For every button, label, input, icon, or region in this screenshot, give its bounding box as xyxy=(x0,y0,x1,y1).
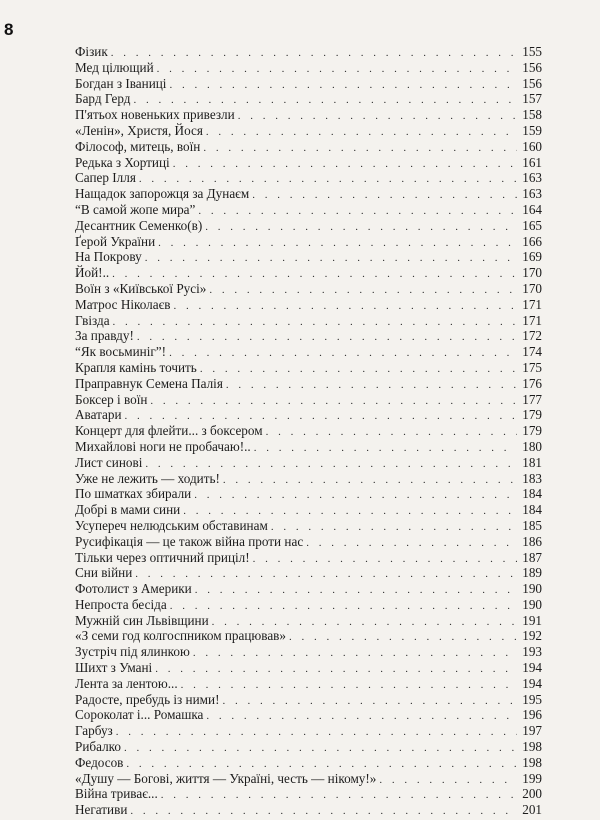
toc-entry-page: 200 xyxy=(522,786,542,802)
toc-dot-leader xyxy=(226,378,517,394)
toc-entry-page: 196 xyxy=(522,707,542,723)
toc-entry xyxy=(75,471,542,487)
toc-dot-leader xyxy=(252,188,517,204)
toc-entry-page: 161 xyxy=(522,154,542,170)
toc-entry xyxy=(75,518,542,534)
toc-entry-title: Праправнук Семена Палія xyxy=(75,375,223,391)
toc-entry-page: 181 xyxy=(522,454,542,470)
toc-entry-title: Сни війни xyxy=(75,565,133,581)
toc-entry-title: Бард Герд xyxy=(75,91,131,107)
toc-entry-page: 177 xyxy=(522,391,542,407)
toc-entry-title: Усупереч нелюдським обставинам xyxy=(75,517,268,533)
toc-entry-page: 190 xyxy=(522,581,542,597)
toc-entry-title: Михайлові ноги не пробачаю!.. xyxy=(75,438,251,454)
toc-entry-title: Філософ, митець, воїн xyxy=(75,138,201,154)
toc-entry xyxy=(75,281,542,297)
toc-entry-page: 172 xyxy=(522,328,542,344)
toc-entry xyxy=(75,392,542,408)
toc-entry-title: «Душу — Богові, життя — Україні, честь — нікому!» xyxy=(75,770,377,786)
toc-dot-leader xyxy=(150,394,517,410)
toc-entry-title: Йой!.. xyxy=(75,265,110,281)
toc-entry xyxy=(75,202,542,218)
toc-entry-page: 198 xyxy=(522,754,542,770)
toc-dot-leader xyxy=(174,299,518,315)
toc-entry-page: 170 xyxy=(522,280,542,296)
toc-entry-title: “Як восьминіг”! xyxy=(75,344,167,360)
toc-entry xyxy=(75,439,542,455)
toc-dot-leader xyxy=(124,741,517,757)
toc-entry-title: Гвізда xyxy=(75,312,110,328)
toc-entry-title: Тільки через оптичний приціл! xyxy=(75,549,250,565)
toc-entry-page: 191 xyxy=(522,612,542,628)
toc-entry-page: 198 xyxy=(522,739,542,755)
toc-entry xyxy=(75,802,542,818)
toc-entry-title: Боксер і воїн xyxy=(75,391,148,407)
toc-dot-leader xyxy=(271,520,517,536)
toc-entry-title: Лента за лентою... xyxy=(75,675,178,691)
toc-entry xyxy=(75,676,542,692)
toc-entry xyxy=(75,265,542,281)
toc-entry-page: 176 xyxy=(522,375,542,391)
toc-entry xyxy=(75,407,542,423)
toc-entry-page: 187 xyxy=(522,549,542,565)
toc-dot-leader xyxy=(161,788,517,804)
toc-entry-page: 164 xyxy=(522,201,542,217)
toc-dot-leader xyxy=(173,157,517,173)
toc-entry-page: 199 xyxy=(522,770,542,786)
toc-entry-title: Гарбуз xyxy=(75,723,113,739)
toc-entry-page: 194 xyxy=(522,660,542,676)
toc-entry-title: Непроста бесіда xyxy=(75,596,167,612)
toc-entry-page: 163 xyxy=(522,170,542,186)
toc-entry-page: 194 xyxy=(522,675,542,691)
toc-entry xyxy=(75,360,542,376)
toc-entry xyxy=(75,486,542,502)
toc-entry-page: 197 xyxy=(522,723,542,739)
toc-entry-page: 190 xyxy=(522,596,542,612)
toc-dot-leader xyxy=(206,125,517,141)
toc-entry-page: 180 xyxy=(522,438,542,454)
toc-entry-title: Уже не лежить — ходить! xyxy=(75,470,220,486)
toc-entry-page: 159 xyxy=(522,122,542,138)
toc-dot-leader xyxy=(254,441,517,457)
toc-entry-title: “В самой жопе мира” xyxy=(75,201,196,217)
toc-entry-title: Добрі в мами сини xyxy=(75,502,181,518)
toc-entry xyxy=(75,755,542,771)
toc-entry xyxy=(75,534,542,550)
toc-entry-page: 155 xyxy=(522,44,542,59)
toc-entry xyxy=(75,170,542,186)
toc-entry-page: 160 xyxy=(522,138,542,154)
toc-entry-page: 163 xyxy=(522,186,542,202)
toc-entry-title: Зустріч під ялинкою xyxy=(75,644,190,660)
toc-entry xyxy=(75,502,542,518)
toc-dot-leader xyxy=(145,251,517,267)
toc-entry-page: 171 xyxy=(522,312,542,328)
toc-entry-title: Рибалко xyxy=(75,739,121,755)
toc-entry-title: «З семи год колгоспником працював» xyxy=(75,628,286,644)
toc-entry xyxy=(75,423,542,439)
toc-entry xyxy=(75,707,542,723)
toc-entry xyxy=(75,565,542,581)
toc-entry-title: Ґерой України xyxy=(75,233,156,249)
toc-entry xyxy=(75,455,542,471)
toc-dot-leader xyxy=(203,141,517,157)
toc-dot-leader xyxy=(200,362,517,378)
toc-entry-page: 171 xyxy=(522,296,542,312)
toc-dot-leader xyxy=(158,236,517,252)
toc-entry xyxy=(75,76,542,92)
toc-entry-page: 195 xyxy=(522,691,542,707)
toc-dot-leader xyxy=(198,204,517,220)
toc-dot-leader xyxy=(135,567,517,583)
toc-entry-title: «Ленін», Христя, Йося xyxy=(75,122,203,138)
toc-entry xyxy=(75,313,542,329)
toc-entry xyxy=(75,660,542,676)
toc-entry xyxy=(75,739,542,755)
toc-entry-page: 192 xyxy=(522,628,542,644)
toc-entry-title: Крапля камінь точить xyxy=(75,359,197,375)
toc-entry-title: П'ятьох новеньких привезли xyxy=(75,107,235,123)
toc-entry-title: Війна триває... xyxy=(75,786,158,802)
toc-dot-leader xyxy=(209,283,517,299)
toc-entry-page: 165 xyxy=(522,217,542,233)
table-of-contents xyxy=(75,44,542,818)
toc-entry-title: По шматках збирали xyxy=(75,486,192,502)
toc-entry xyxy=(75,297,542,313)
toc-entry xyxy=(75,155,542,171)
toc-entry xyxy=(75,550,542,566)
toc-entry-page: 183 xyxy=(522,470,542,486)
toc-entry-title: Негативи xyxy=(75,802,128,818)
toc-entry-title: Воїн з «Київської Русі» xyxy=(75,280,207,296)
toc-entry-title: Федосов xyxy=(75,754,124,770)
toc-entry-title: Фотолист з Америки xyxy=(75,581,192,597)
toc-entry-title: Сапер Ілля xyxy=(75,170,136,186)
toc-entry xyxy=(75,123,542,139)
toc-dot-leader xyxy=(113,315,517,331)
toc-dot-leader xyxy=(194,488,517,504)
toc-entry-page: 157 xyxy=(522,91,542,107)
toc-entry-page: 156 xyxy=(522,59,542,75)
toc-dot-leader xyxy=(379,773,517,789)
toc-dot-leader xyxy=(130,804,517,820)
toc-entry xyxy=(75,644,542,660)
toc-entry-title: На Покрову xyxy=(75,249,142,265)
toc-dot-leader xyxy=(306,536,517,552)
toc-dot-leader xyxy=(223,473,517,489)
toc-entry-page: 174 xyxy=(522,344,542,360)
toc-entry xyxy=(75,376,542,392)
toc-entry-title: Матрос Ніколаєв xyxy=(75,296,171,312)
toc-entry-page: 186 xyxy=(522,533,542,549)
toc-entry-page: 158 xyxy=(522,107,542,123)
toc-entry-title: Мед цілющий xyxy=(75,59,154,75)
toc-entry xyxy=(75,344,542,360)
toc-dot-leader xyxy=(205,220,517,236)
toc-dot-leader xyxy=(193,646,517,662)
toc-entry-title: Мужній син Львівщини xyxy=(75,612,209,628)
toc-entry-page: 179 xyxy=(522,423,542,439)
toc-entry-title: Фізик xyxy=(75,44,108,59)
toc-entry-title: Нащадок запорожця за Дунаєм xyxy=(75,186,250,202)
toc-entry-title: Лист синові xyxy=(75,454,143,470)
toc-entry-title: Десантник Семенко(в) xyxy=(75,217,203,233)
toc-dot-leader xyxy=(266,425,517,441)
toc-dot-leader xyxy=(222,694,517,710)
toc-entry xyxy=(75,613,542,629)
toc-entry xyxy=(75,107,542,123)
toc-entry-page: 201 xyxy=(522,802,542,818)
toc-dot-leader xyxy=(238,109,517,125)
toc-dot-leader xyxy=(169,346,517,362)
toc-entry xyxy=(75,628,542,644)
toc-dot-leader xyxy=(289,630,517,646)
toc-dot-leader xyxy=(181,678,517,694)
toc-dot-leader xyxy=(195,583,517,599)
toc-entry-title: За правду! xyxy=(75,328,134,344)
toc-entry xyxy=(75,328,542,344)
toc-entry xyxy=(75,139,542,155)
toc-dot-leader xyxy=(111,46,517,62)
toc-entry-title: Радосте, пребудь із ними! xyxy=(75,691,220,707)
toc-entry-page: 184 xyxy=(522,486,542,502)
toc-entry-page: 169 xyxy=(522,249,542,265)
toc-dot-leader xyxy=(169,78,517,94)
toc-entry xyxy=(75,597,542,613)
toc-entry-title: Богдан з Іваниці xyxy=(75,75,167,91)
toc-entry xyxy=(75,91,542,107)
toc-entry xyxy=(75,692,542,708)
toc-entry-title: Концерт для флейти... з боксером xyxy=(75,423,263,439)
toc-entry-page: 156 xyxy=(522,75,542,91)
toc-entry-page: 189 xyxy=(522,565,542,581)
toc-dot-leader xyxy=(137,330,517,346)
toc-dot-leader xyxy=(253,552,517,568)
toc-entry-title: Редька з Хортиці xyxy=(75,154,170,170)
toc-dot-leader xyxy=(170,599,517,615)
toc-dot-leader xyxy=(116,725,517,741)
toc-entry xyxy=(75,44,542,60)
page-number: 8 xyxy=(4,20,14,39)
toc-entry-title: Русифікація — це також війна проти нас xyxy=(75,533,304,549)
toc-entry-page: 184 xyxy=(522,502,542,518)
toc-entry xyxy=(75,581,542,597)
toc-entry-page: 175 xyxy=(522,359,542,375)
toc-entry xyxy=(75,60,542,76)
toc-entry-page: 185 xyxy=(522,517,542,533)
toc-entry xyxy=(75,234,542,250)
toc-entry-page: 179 xyxy=(522,407,542,423)
toc-entry xyxy=(75,249,542,265)
toc-entry xyxy=(75,218,542,234)
toc-entry-page: 170 xyxy=(522,265,542,281)
toc-dot-leader xyxy=(206,709,517,725)
toc-entry-page: 166 xyxy=(522,233,542,249)
toc-entry xyxy=(75,723,542,739)
toc-dot-leader xyxy=(155,662,517,678)
toc-entry-page: 193 xyxy=(522,644,542,660)
toc-entry xyxy=(75,186,542,202)
toc-entry-title: Шихт з Умані xyxy=(75,660,153,676)
toc-entry xyxy=(75,786,542,802)
toc-entry-title: Сороколат і... Ромашка xyxy=(75,707,204,723)
toc-dot-leader xyxy=(157,62,517,78)
toc-entry-title: Аватари xyxy=(75,407,122,423)
